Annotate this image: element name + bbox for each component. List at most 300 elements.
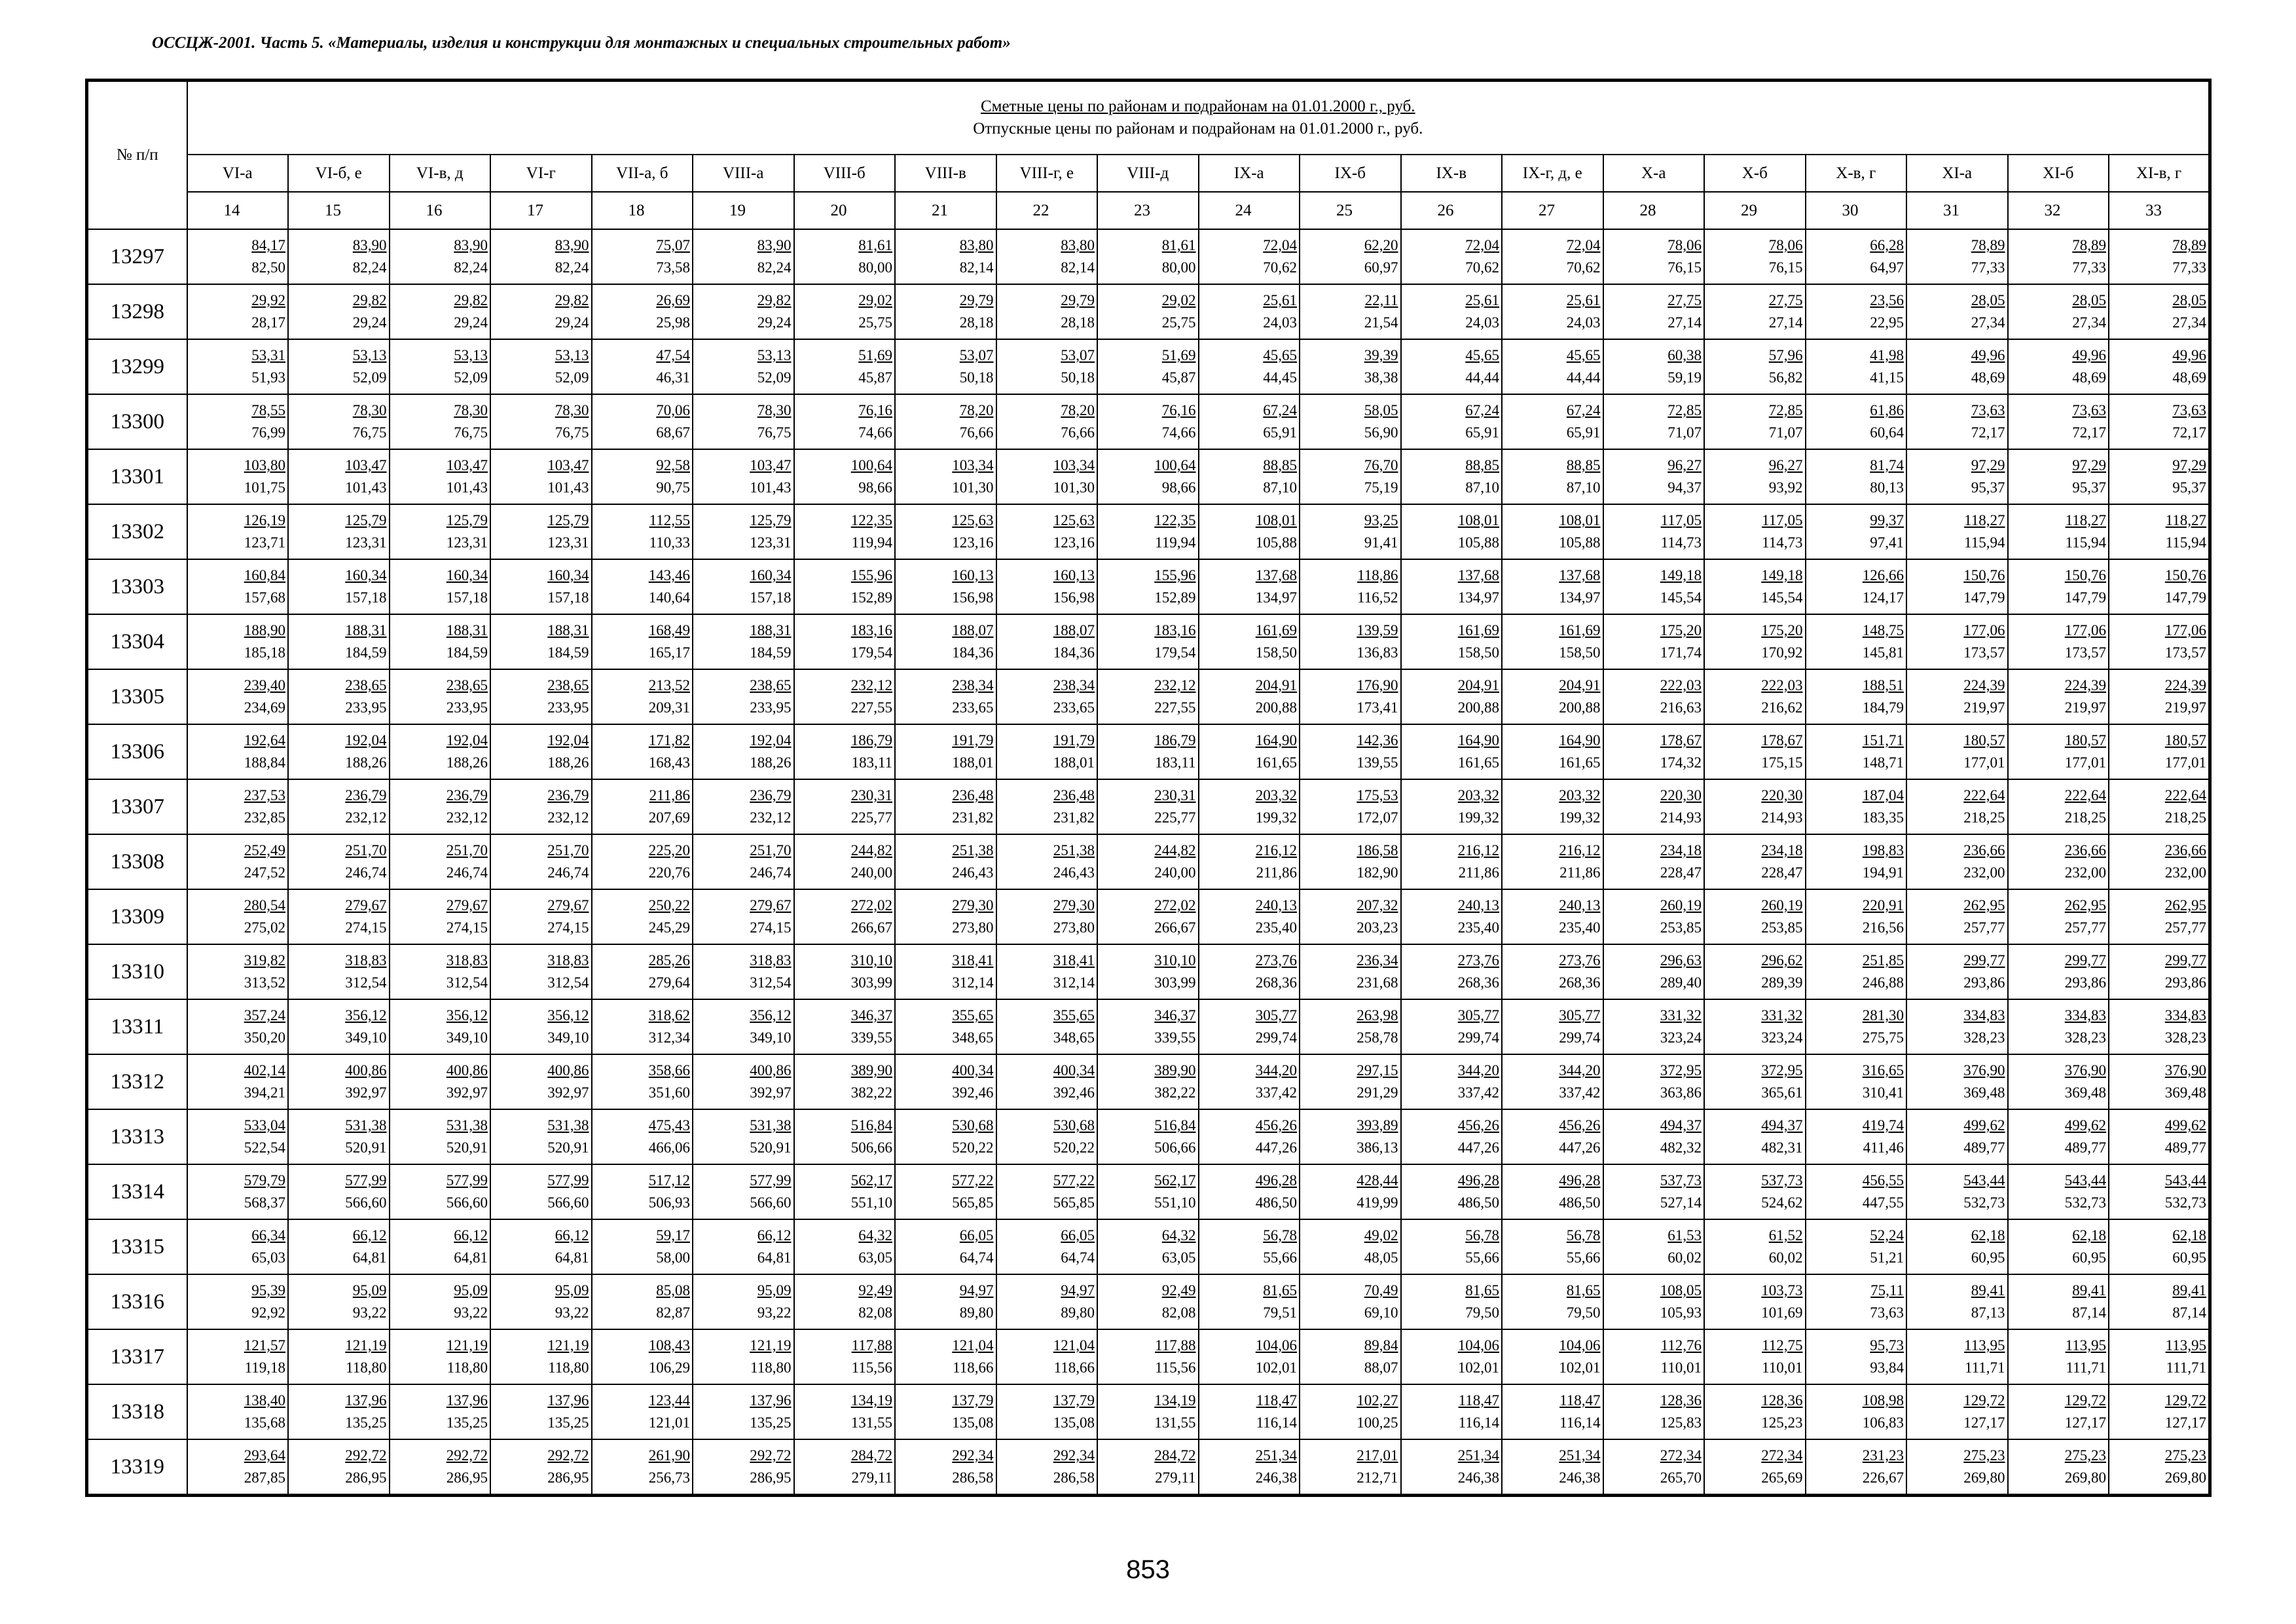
estimate-price: 516,84	[850, 1117, 892, 1134]
estimate-price: 188,31	[547, 622, 589, 638]
price-cell	[895, 1384, 996, 1439]
price-cell	[1300, 1439, 1401, 1496]
price-cell	[187, 779, 289, 834]
release-price: 269,80	[2164, 1469, 2207, 1486]
estimate-price: 112,55	[649, 512, 690, 528]
table-row	[87, 1164, 2210, 1219]
row-code: 13314	[87, 1164, 187, 1219]
price-cell	[693, 724, 794, 779]
price-cell	[1097, 834, 1199, 889]
price-cell	[1199, 1274, 1300, 1329]
release-price: 299,74	[1457, 1029, 1499, 1046]
price-cell	[1097, 1439, 1199, 1496]
price-cell	[1401, 889, 1503, 944]
release-price: 79,50	[1566, 1304, 1601, 1321]
estimate-price: 244,82	[850, 842, 892, 858]
estimate-price: 224,39	[1963, 677, 2005, 693]
estimate-price: 186,79	[1154, 732, 1196, 748]
price-cell	[2109, 999, 2210, 1054]
release-price: 214,93	[1660, 809, 1702, 826]
price-cell	[794, 1164, 896, 1219]
price-cell	[187, 614, 289, 669]
table-row	[87, 339, 2210, 394]
price-cell	[2008, 1329, 2109, 1384]
estimate-price: 334,83	[1963, 1007, 2005, 1024]
price-cell	[1401, 999, 1503, 1054]
price-cell	[187, 1384, 289, 1439]
title-estimate-prices: Сметные цены по районам и подрайонам на 01.01.2000 г., руб.	[980, 98, 1415, 115]
price-cell	[996, 669, 1098, 724]
estimate-price: 118,27	[2065, 512, 2106, 528]
price-cell	[1097, 1219, 1199, 1274]
estimate-price: 104,06	[1255, 1337, 1297, 1354]
price-cell	[1603, 1274, 1705, 1329]
estimate-price: 297,15	[1357, 1062, 1398, 1079]
price-cell	[187, 999, 289, 1054]
estimate-price: 494,37	[1660, 1117, 1702, 1134]
price-cell	[1806, 1109, 1907, 1164]
region-header: IX-г, д, е	[1502, 155, 1603, 192]
price-cell	[1502, 394, 1603, 449]
table-row	[87, 1274, 2210, 1329]
column-number: 30	[1806, 192, 1907, 229]
estimate-price: 84,17	[251, 237, 285, 253]
column-number: 25	[1300, 192, 1401, 229]
price-cell	[490, 779, 592, 834]
release-price: 63,05	[858, 1249, 892, 1266]
release-price: 76,75	[555, 424, 589, 441]
estimate-price: 244,82	[1154, 842, 1196, 858]
estimate-price: 217,01	[1357, 1447, 1398, 1464]
release-price: 147,79	[2064, 589, 2106, 606]
release-price: 173,57	[2164, 644, 2207, 661]
price-cell	[693, 1054, 794, 1109]
column-number: 16	[390, 192, 491, 229]
price-cell	[1502, 339, 1603, 394]
release-price: 489,77	[2064, 1139, 2106, 1156]
estimate-price: 56,78	[1465, 1227, 1499, 1244]
estimate-price: 66,05	[1061, 1227, 1095, 1244]
estimate-price: 251,34	[1559, 1447, 1601, 1464]
price-cell	[490, 1274, 592, 1329]
price-cell	[1097, 229, 1199, 284]
release-price: 234,69	[244, 699, 285, 716]
release-price: 312,14	[952, 974, 994, 991]
estimate-price: 66,34	[251, 1227, 285, 1244]
price-cell	[693, 1329, 794, 1384]
price-cell	[1502, 284, 1603, 339]
release-price: 350,20	[244, 1029, 285, 1046]
release-price: 328,23	[2164, 1029, 2207, 1046]
release-price: 419,99	[1357, 1194, 1398, 1211]
release-price: 71,07	[1768, 424, 1803, 441]
estimate-price: 83,80	[1061, 237, 1095, 253]
release-price: 369,48	[2164, 1084, 2207, 1101]
price-cell	[1300, 339, 1401, 394]
price-cell	[490, 724, 592, 779]
estimate-price: 275,23	[2164, 1447, 2207, 1464]
price-cell	[1097, 779, 1199, 834]
estimate-price: 51,69	[1161, 347, 1196, 363]
estimate-price: 207,32	[1357, 897, 1398, 913]
estimate-price: 160,34	[446, 567, 488, 583]
row-code: 13311	[87, 999, 187, 1054]
table-row	[87, 779, 2210, 834]
column-number: 24	[1199, 192, 1300, 229]
estimate-price: 118,86	[1357, 567, 1398, 583]
estimate-price: 187,04	[1862, 787, 1904, 803]
price-cell	[895, 229, 996, 284]
price-cell	[2008, 724, 2109, 779]
price-cell	[1199, 339, 1300, 394]
estimate-price: 160,13	[952, 567, 994, 583]
release-price: 119,94	[851, 534, 892, 551]
price-cell	[1401, 1439, 1503, 1496]
price-cell	[895, 1054, 996, 1109]
release-price: 328,23	[2064, 1029, 2106, 1046]
release-price: 269,80	[1963, 1469, 2005, 1486]
release-price: 46,31	[656, 369, 690, 386]
estimate-price: 28,05	[1971, 292, 2005, 308]
price-cell	[2109, 559, 2210, 614]
release-price: 274,15	[750, 919, 792, 936]
estimate-price: 175,53	[1357, 787, 1398, 803]
release-price: 232,85	[244, 809, 285, 826]
price-cell	[592, 1219, 693, 1274]
estimate-price: 62,18	[1971, 1227, 2005, 1244]
estimate-price: 236,48	[1053, 787, 1095, 803]
release-price: 246,88	[1862, 974, 1904, 991]
release-price: 60,95	[2072, 1249, 2106, 1266]
table-row	[87, 1329, 2210, 1384]
release-price: 279,11	[851, 1469, 892, 1486]
price-cell	[1502, 229, 1603, 284]
price-cell	[288, 284, 390, 339]
release-price: 118,66	[953, 1359, 994, 1376]
release-price: 95,37	[1971, 479, 2005, 496]
estimate-price: 108,01	[1559, 512, 1601, 528]
estimate-price: 97,29	[2172, 457, 2207, 473]
release-price: 156,98	[952, 589, 994, 606]
release-price: 102,01	[1559, 1359, 1601, 1376]
release-price: 115,94	[1964, 534, 2005, 551]
release-price: 115,56	[1155, 1359, 1196, 1376]
release-price: 188,01	[952, 754, 994, 771]
release-price: 50,18	[959, 369, 994, 386]
price-cell	[1401, 284, 1503, 339]
price-cell	[2008, 1219, 2109, 1274]
price-cell	[1097, 944, 1199, 999]
release-price: 188,26	[547, 754, 589, 771]
estimate-price: 273,76	[1457, 952, 1499, 969]
release-price: 257,77	[2064, 919, 2106, 936]
release-price: 65,91	[1465, 424, 1499, 441]
price-cell	[1502, 504, 1603, 559]
estimate-price: 72,85	[1768, 402, 1803, 418]
release-price: 135,68	[244, 1414, 285, 1431]
price-cell	[1704, 1384, 1806, 1439]
price-cell	[895, 449, 996, 504]
region-header: X-в, г	[1806, 155, 1907, 192]
price-cell	[1704, 504, 1806, 559]
price-cell	[996, 229, 1098, 284]
price-cell	[592, 559, 693, 614]
price-cell	[2008, 1164, 2109, 1219]
region-header: XI-а	[1906, 155, 2008, 192]
release-price: 522,54	[244, 1139, 285, 1156]
column-number: 21	[895, 192, 996, 229]
release-price: 199,32	[1255, 809, 1297, 826]
release-price: 106,29	[648, 1359, 690, 1376]
release-price: 55,66	[1263, 1249, 1297, 1266]
price-cell	[693, 1164, 794, 1219]
estimate-price: 236,66	[1963, 842, 2005, 858]
price-cell	[592, 1329, 693, 1384]
region-header: VI-а	[187, 155, 289, 192]
column-number: 22	[996, 192, 1098, 229]
row-code: 13317	[87, 1329, 187, 1384]
price-cell	[390, 284, 491, 339]
price-cell	[693, 779, 794, 834]
region-header: X-а	[1603, 155, 1705, 192]
price-cell	[1401, 1219, 1503, 1274]
estimate-price: 281,30	[1862, 1007, 1904, 1024]
estimate-price: 499,62	[1963, 1117, 2005, 1134]
price-cell	[490, 669, 592, 724]
release-price: 312,54	[446, 974, 488, 991]
row-code: 13312	[87, 1054, 187, 1109]
release-price: 73,58	[656, 259, 690, 276]
price-cell	[996, 779, 1098, 834]
price-cell	[794, 1054, 896, 1109]
release-price: 110,33	[649, 534, 690, 551]
estimate-price: 318,62	[648, 1007, 690, 1024]
release-price: 235,40	[1255, 919, 1297, 936]
release-price: 101,43	[547, 479, 589, 496]
price-cell	[1704, 669, 1806, 724]
release-price: 158,50	[1559, 644, 1601, 661]
estimate-price: 537,73	[1761, 1172, 1803, 1189]
region-header: VI-в, д	[390, 155, 491, 192]
price-cell	[1906, 999, 2008, 1054]
estimate-price: 70,06	[656, 402, 690, 418]
price-cell	[1097, 1054, 1199, 1109]
estimate-price: 59,17	[656, 1227, 690, 1244]
estimate-price: 577,99	[345, 1172, 387, 1189]
estimate-price: 292,72	[750, 1447, 792, 1464]
release-price: 486,50	[1255, 1194, 1297, 1211]
estimate-price: 160,34	[345, 567, 387, 583]
estimate-price: 108,98	[1862, 1392, 1904, 1409]
release-price: 349,10	[446, 1029, 488, 1046]
price-cell	[1502, 614, 1603, 669]
price-cell	[1704, 944, 1806, 999]
release-price: 123,31	[547, 534, 589, 551]
price-cell	[794, 999, 896, 1054]
estimate-price: 95,73	[1870, 1337, 1904, 1354]
price-cell	[996, 1274, 1098, 1329]
release-price: 95,37	[2172, 479, 2207, 496]
estimate-price: 25,61	[1566, 292, 1601, 308]
price-cell	[1603, 834, 1705, 889]
release-price: 313,52	[244, 974, 285, 991]
price-cell	[1502, 1109, 1603, 1164]
release-price: 64,81	[757, 1249, 792, 1266]
price-cell	[895, 1219, 996, 1274]
price-cell	[996, 1109, 1098, 1164]
release-price: 172,07	[1357, 809, 1398, 826]
release-price: 111,71	[2066, 1359, 2106, 1376]
release-price: 520,91	[345, 1139, 387, 1156]
price-cell	[1401, 1329, 1503, 1384]
row-code: 13318	[87, 1384, 187, 1439]
release-price: 21,54	[1364, 314, 1398, 331]
estimate-price: 83,90	[352, 237, 387, 253]
release-price: 339,55	[850, 1029, 892, 1046]
price-cell	[288, 1329, 390, 1384]
estimate-price: 236,66	[2164, 842, 2207, 858]
release-price: 145,81	[1862, 644, 1904, 661]
row-code: 13319	[87, 1439, 187, 1496]
release-price: 246,38	[1457, 1469, 1499, 1486]
release-price: 148,71	[1862, 754, 1904, 771]
release-price: 51,93	[251, 369, 285, 386]
price-cell	[996, 614, 1098, 669]
release-price: 105,88	[1255, 534, 1297, 551]
estimate-price: 95,09	[757, 1282, 792, 1299]
estimate-price: 89,41	[2172, 1282, 2207, 1299]
price-cell	[996, 834, 1098, 889]
price-cell	[794, 559, 896, 614]
estimate-price: 236,34	[1357, 952, 1398, 969]
release-price: 520,91	[750, 1139, 792, 1156]
estimate-price: 499,62	[2164, 1117, 2207, 1134]
price-cell	[1199, 1109, 1300, 1164]
table-row	[87, 1439, 2210, 1496]
estimate-price: 216,12	[1559, 842, 1601, 858]
release-price: 64,81	[352, 1249, 387, 1266]
release-price: 139,55	[1357, 754, 1398, 771]
estimate-price: 236,79	[750, 787, 792, 803]
estimate-price: 23,56	[1870, 292, 1904, 308]
price-cell	[1906, 724, 2008, 779]
price-cell	[693, 669, 794, 724]
price-cell	[1603, 1164, 1705, 1219]
release-price: 392,97	[750, 1084, 792, 1101]
release-price: 232,12	[345, 809, 387, 826]
release-price: 566,60	[345, 1194, 387, 1211]
estimate-price: 113,95	[1964, 1337, 2005, 1354]
release-price: 568,37	[244, 1194, 285, 1211]
price-cell	[1906, 1054, 2008, 1109]
release-price: 52,09	[352, 369, 387, 386]
release-price: 287,85	[244, 1469, 285, 1486]
estimate-price: 192,04	[750, 732, 792, 748]
estimate-price: 220,91	[1862, 897, 1904, 913]
estimate-price: 238,34	[952, 677, 994, 693]
estimate-price: 389,90	[850, 1062, 892, 1079]
release-price: 79,50	[1465, 1304, 1499, 1321]
release-price: 392,97	[547, 1084, 589, 1101]
table-row	[87, 724, 2210, 779]
price-cell	[1603, 394, 1705, 449]
price-cell	[1906, 394, 2008, 449]
estimate-price: 543,44	[1963, 1172, 2005, 1189]
estimate-price: 376,90	[2064, 1062, 2106, 1079]
price-cell	[996, 944, 1098, 999]
release-price: 337,42	[1255, 1084, 1297, 1101]
estimate-price: 296,63	[1660, 952, 1702, 969]
price-cell	[592, 504, 693, 559]
estimate-price: 355,65	[952, 1007, 994, 1024]
price-cell	[1300, 999, 1401, 1054]
table-row	[87, 834, 2210, 889]
price-cell	[1906, 504, 2008, 559]
release-price: 349,10	[345, 1029, 387, 1046]
estimate-price: 78,30	[454, 402, 488, 418]
row-code: 13308	[87, 834, 187, 889]
release-price: 386,13	[1357, 1139, 1398, 1156]
price-cell	[1704, 284, 1806, 339]
estimate-price: 305,77	[1457, 1007, 1499, 1024]
estimate-price: 67,24	[1566, 402, 1601, 418]
price-cell	[1401, 669, 1503, 724]
estimate-price: 78,89	[1971, 237, 2005, 253]
price-cell	[1199, 394, 1300, 449]
estimate-price: 238,65	[446, 677, 488, 693]
estimate-price: 62,18	[2072, 1227, 2106, 1244]
release-price: 273,80	[1053, 919, 1095, 936]
estimate-price: 81,65	[1465, 1282, 1499, 1299]
release-price: 177,01	[2164, 754, 2207, 771]
release-price: 101,43	[345, 479, 387, 496]
region-header: X-б	[1704, 155, 1806, 192]
price-cell	[895, 834, 996, 889]
estimate-price: 61,53	[1667, 1227, 1702, 1244]
release-price: 203,23	[1357, 919, 1398, 936]
estimate-price: 191,79	[952, 732, 994, 748]
release-price: 363,86	[1660, 1084, 1702, 1101]
release-price: 551,10	[1154, 1194, 1196, 1211]
estimate-price: 73,63	[2072, 402, 2106, 418]
price-cell	[1806, 724, 1907, 779]
release-price: 44,44	[1465, 369, 1499, 386]
price-cell	[1603, 889, 1705, 944]
estimate-price: 160,84	[244, 567, 285, 583]
estimate-price: 251,70	[547, 842, 589, 858]
release-price: 161,65	[1559, 754, 1601, 771]
price-cell	[1806, 559, 1907, 614]
price-cell	[1906, 669, 2008, 724]
estimate-price: 192,64	[244, 732, 285, 748]
price-cell	[1704, 999, 1806, 1054]
estimate-price: 83,80	[959, 237, 994, 253]
release-price: 228,47	[1761, 864, 1803, 881]
price-cell	[490, 889, 592, 944]
estimate-price: 204,91	[1559, 677, 1601, 693]
price-cell	[895, 1329, 996, 1384]
price-cell	[390, 724, 491, 779]
estimate-price: 188,90	[244, 622, 285, 638]
price-cell	[794, 944, 896, 999]
estimate-price: 29,02	[858, 292, 892, 308]
title-release-prices: Отпускные цены по районам и подрайонам на 01.01.2000 г., руб.	[973, 120, 1423, 138]
estimate-price: 118,27	[2165, 512, 2207, 528]
price-cell	[592, 394, 693, 449]
release-price: 48,69	[2172, 369, 2207, 386]
estimate-price: 137,96	[345, 1392, 387, 1409]
region-header: XI-в, г	[2109, 155, 2210, 192]
